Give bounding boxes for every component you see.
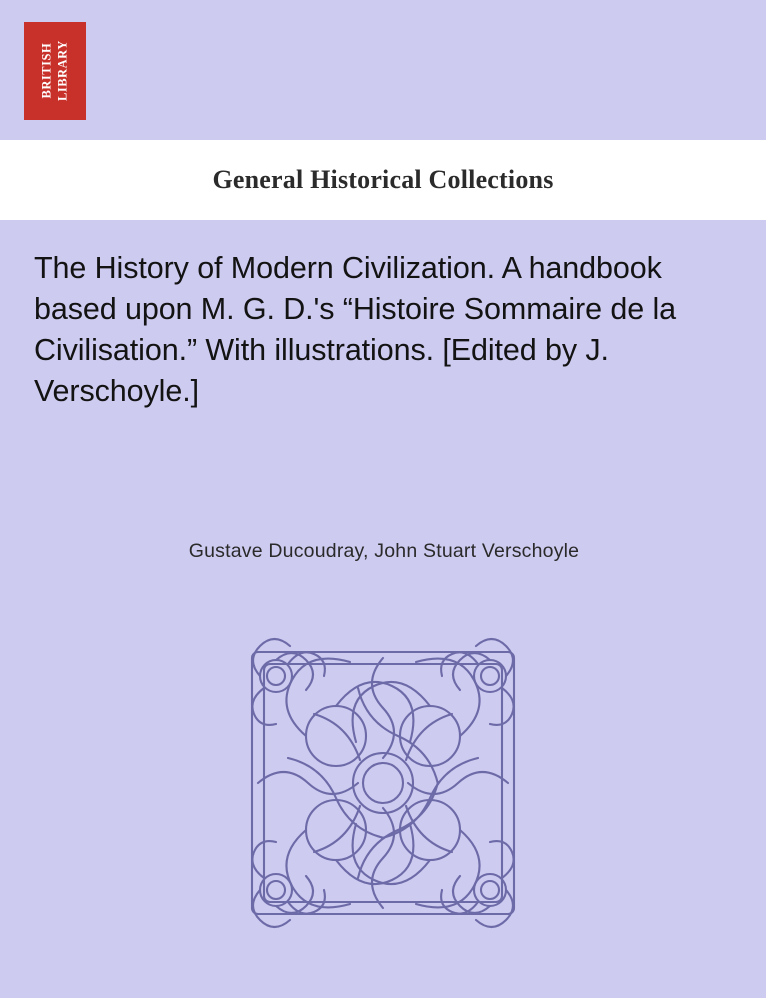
celtic-knot-ornament <box>218 618 548 948</box>
logo-line-2: LIBRARY <box>55 40 69 102</box>
series-band <box>0 140 766 220</box>
british-library-logo <box>24 22 86 120</box>
page-title: The History of Modern Civilization. A handbook based upon M. G. D.'s “Histoire Sommaire de la Civilisation.” With illustrations. [Edited by J. Verschoyle.] <box>34 251 676 408</box>
title-block <box>34 248 734 412</box>
logo-line-1: BRITISH <box>39 43 54 99</box>
series-title: General Historical Collections <box>212 165 554 194</box>
logo-inner <box>24 22 86 120</box>
author-line: Gustave Ducoudray, John Stuart Verschoyle <box>188 540 580 562</box>
logo-text <box>39 41 70 102</box>
